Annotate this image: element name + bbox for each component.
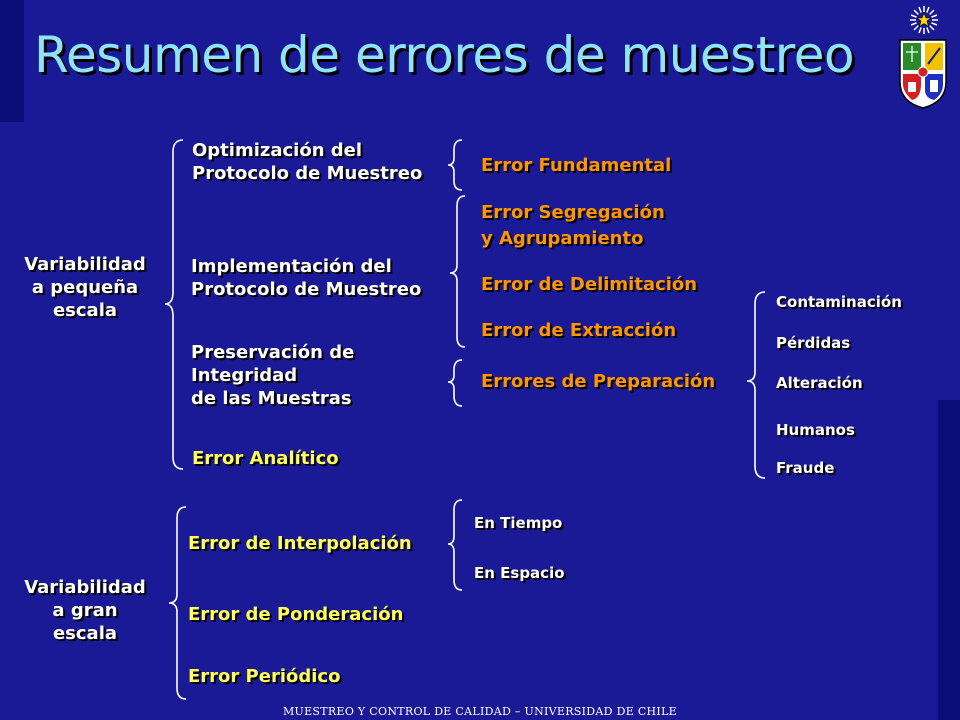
bracket-preservacion [448, 360, 462, 406]
prep-item-perdidas: Pérdidas [776, 334, 851, 352]
small-scale-label-line3: escala [52, 300, 118, 321]
footer-text: MUESTREO Y CONTROL DE CALIDAD – UNIVERSIDAD DE CHILE [282, 705, 678, 718]
implementacion-line1: Implementación del [191, 256, 392, 277]
implementacion-line2: Protocolo de Muestreo [191, 279, 422, 300]
error-segregacion [481, 200, 665, 252]
error-analitico: Error Analítico [192, 448, 339, 469]
error-delimitacion: Error de Delimitación [481, 274, 698, 295]
large-scale-label-line2: a gran [52, 600, 118, 621]
en-tiempo: En Tiempo [474, 514, 563, 532]
prep-item-humanos: Humanos [776, 421, 855, 439]
large-scale-label [10, 576, 160, 645]
optimizacion-protocolo [192, 139, 422, 185]
preservacion-integridad [191, 341, 354, 410]
bracket-optimizacion [448, 140, 462, 190]
prep-item-fraude: Fraude [776, 459, 835, 477]
error-extraccion: Error de Extracción [481, 320, 677, 341]
small-scale-label-line1: Variabilidad [24, 254, 146, 275]
optimizacion-line1: Optimización del [192, 140, 363, 161]
errores-preparacion: Errores de Preparación [481, 371, 716, 392]
preservacion-line1: Preservación de [191, 342, 355, 363]
optimizacion-line2: Protocolo de Muestreo [192, 163, 423, 184]
bracket-interpolacion [448, 500, 462, 590]
implementacion-protocolo [191, 255, 421, 301]
large-scale-label-line1: Variabilidad [24, 577, 146, 598]
bracket-small-scale [165, 140, 183, 469]
prep-item-alteracion: Alteración [776, 374, 863, 392]
bracket-large-scale [169, 507, 186, 699]
small-scale-label [10, 253, 160, 322]
en-espacio: En Espacio [474, 564, 565, 582]
preservacion-line2: Integridad [191, 365, 298, 386]
small-scale-label-line2: a pequeña [31, 277, 139, 298]
prep-item-contaminacion: Contaminación [776, 293, 902, 311]
bracket-preparacion [747, 292, 765, 478]
error-segregacion-line1: Error Segregación [481, 202, 665, 223]
error-segregacion-line2: y Agrupamiento [481, 228, 644, 249]
error-ponderacion: Error de Ponderación [188, 604, 404, 625]
bracket-implementacion [450, 196, 465, 347]
large-scale-label-line3: escala [52, 623, 118, 644]
preservacion-line3: de las Muestras [191, 388, 352, 409]
error-fundamental: Error Fundamental [481, 155, 672, 176]
error-interpolacion: Error de Interpolación [188, 533, 412, 554]
slide-title: Resumen de errores de muestreo [34, 26, 855, 84]
error-periodico: Error Periódico [188, 666, 341, 687]
